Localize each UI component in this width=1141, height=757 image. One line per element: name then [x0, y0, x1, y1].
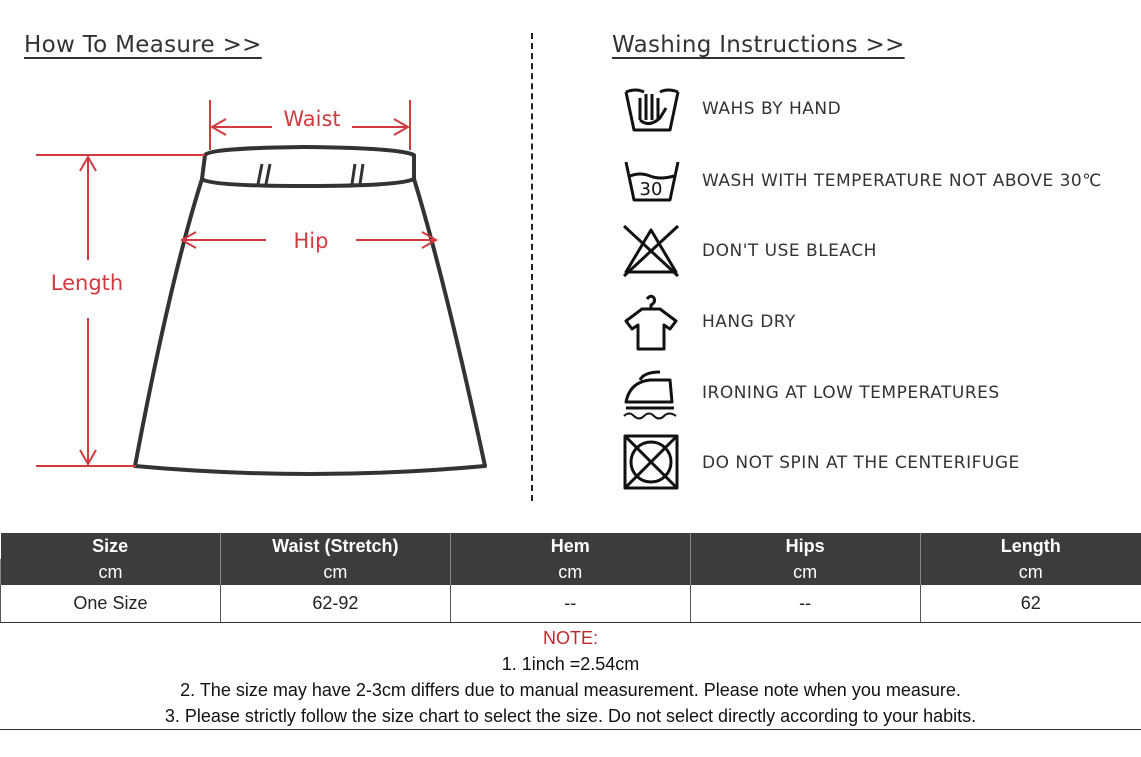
- wash-label: DO NOT SPIN AT THE CENTERIFUGE: [702, 453, 1020, 473]
- no-bleach-icon: [620, 222, 682, 280]
- header-length: Length: [920, 533, 1141, 559]
- hand-wash-icon: [620, 80, 682, 138]
- section-divider: [531, 33, 533, 501]
- cell-waist: 62-92: [220, 585, 450, 623]
- wash-item-no-bleach: [620, 222, 1120, 282]
- wash-item-hang-dry: [620, 293, 1120, 353]
- bottom-divider: [0, 729, 1141, 730]
- hip-label: Hip: [293, 229, 329, 253]
- no-tumble-dry-icon: [620, 434, 682, 492]
- cell-hips: --: [690, 585, 920, 623]
- how-to-measure-heading: How To Measure >>: [24, 32, 262, 58]
- wash-label: WASH WITH TEMPERATURE NOT ABOVE 30℃: [702, 171, 1102, 191]
- wash-30-icon: [620, 152, 682, 210]
- header-waist: Waist (Stretch): [220, 533, 450, 559]
- unit-cell: cm: [920, 559, 1141, 585]
- header-size: Size: [1, 533, 221, 559]
- table-row: [1, 585, 1141, 623]
- note-line: 3. Please strictly follow the size chart to select the size. Do not select directly according to your habits.: [164, 706, 977, 726]
- wash-item-hand-wash: [620, 80, 1120, 140]
- length-label: Length: [50, 271, 124, 295]
- unit-cell: cm: [450, 559, 690, 585]
- cell-size: One Size: [1, 585, 221, 623]
- iron-low-icon: [620, 364, 682, 422]
- wash-item-no-spin: [620, 434, 1120, 494]
- wash-label: WAHS BY HAND: [702, 99, 842, 119]
- cell-hem: --: [450, 585, 690, 623]
- cell-length: 62: [920, 585, 1141, 623]
- table-units-row: [1, 559, 1141, 585]
- notes-section: [0, 625, 1141, 729]
- skirt-illustration: [135, 147, 485, 474]
- wash-item-30-degrees: [620, 152, 1120, 212]
- note-line: 2. The size may have 2-3cm differs due to manual measurement. Please note when you measure.: [180, 680, 961, 700]
- wash-label: IRONING AT LOW TEMPERATURES: [702, 383, 1000, 403]
- wash-label: HANG DRY: [702, 312, 796, 332]
- unit-cell: cm: [690, 559, 920, 585]
- wash-item-iron-low: [620, 364, 1120, 424]
- header-hem: Hem: [450, 533, 690, 559]
- waist-label: Waist: [283, 107, 341, 131]
- unit-cell: cm: [220, 559, 450, 585]
- svg-text:30: 30: [639, 179, 663, 200]
- unit-cell: cm: [1, 559, 221, 585]
- hang-dry-icon: [620, 293, 682, 351]
- note-title: NOTE:: [542, 628, 598, 648]
- wash-label: DON'T USE BLEACH: [702, 241, 877, 261]
- table-header-row: [1, 533, 1141, 559]
- header-hips: Hips: [690, 533, 920, 559]
- washing-instructions-heading: Washing Instructions >>: [612, 32, 905, 58]
- note-line: 1. 1inch =2.54cm: [501, 654, 640, 674]
- size-chart-table: [0, 533, 1141, 623]
- skirt-measurement-diagram: [0, 80, 520, 500]
